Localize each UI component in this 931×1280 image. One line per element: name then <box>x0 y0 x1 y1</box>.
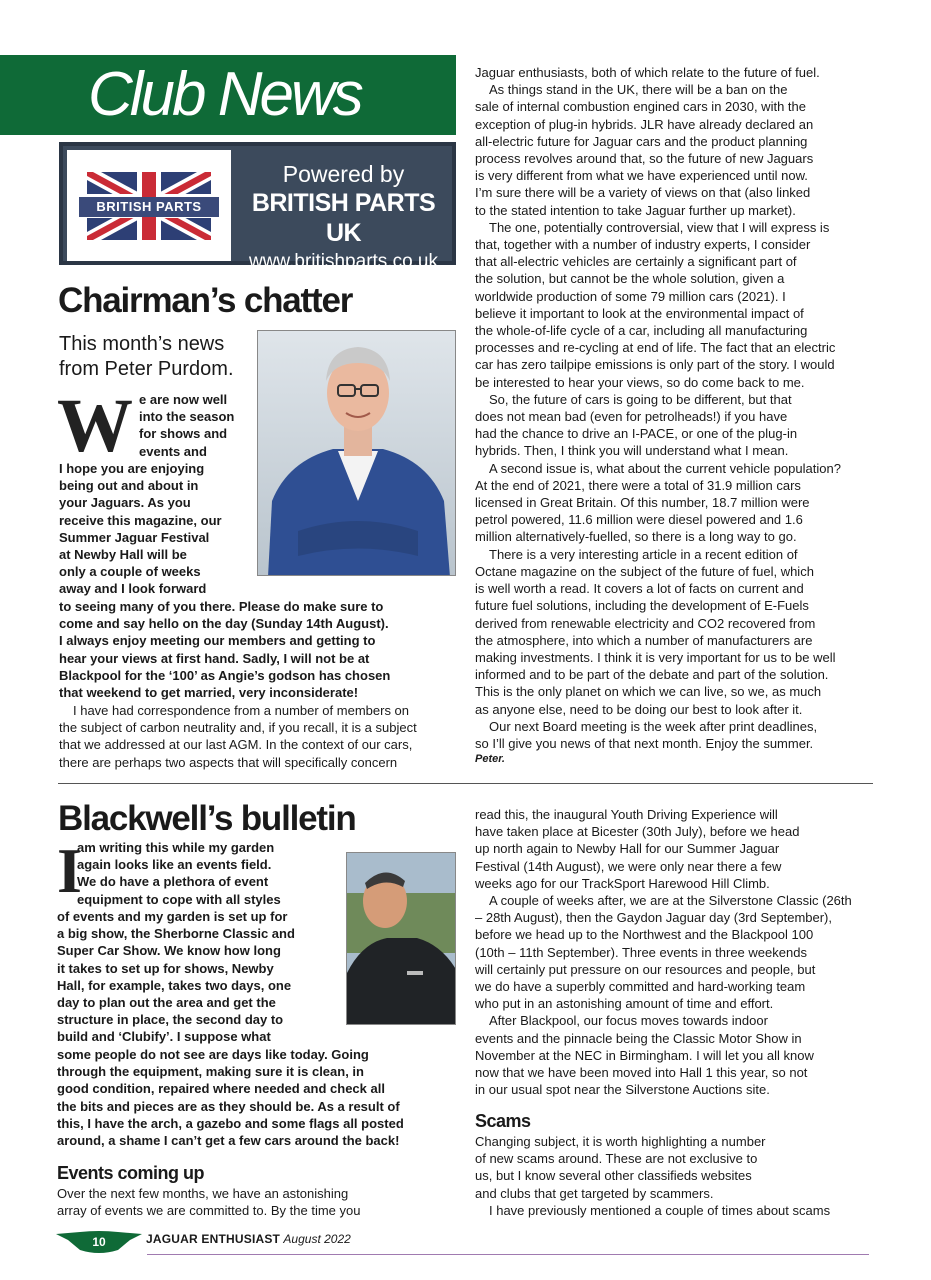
text-line: at Newby Hall will be <box>59 547 187 563</box>
portrait-image <box>258 331 456 576</box>
text-line: Festival (14th August), we were only near there a few <box>475 858 782 874</box>
blackwell-heading: Blackwell’s bulletin <box>58 799 356 838</box>
text-line: array of events we are committed to. By the time you <box>57 1203 361 1219</box>
text-line: some people do not see are days like today. Going <box>57 1047 369 1062</box>
text-line: as anyone else, need to be doing our best to look after it. <box>475 701 803 717</box>
text-line: I hope you are enjoying <box>59 461 205 476</box>
text-line: that, together with a number of industry experts, I consider <box>475 237 811 253</box>
text-line: the subject of carbon neutrality and, if you recall, it is a subject <box>59 720 417 736</box>
scams-body <box>475 1133 875 1219</box>
chairman-lead-wide <box>59 598 459 701</box>
text-line: come and say hello on the day (Sunday 14th August). <box>59 616 389 632</box>
text-line: So, the future of cars is going to be different, but that <box>489 391 792 407</box>
page-number: 10 <box>92 1235 106 1249</box>
text-line: again looks like an events field. <box>77 857 272 873</box>
scams-heading: Scams <box>475 1111 531 1131</box>
text-line: that weekend to get married, very inconsiderate! <box>59 685 359 701</box>
text-line: it takes to set up for shows, Newby <box>57 960 274 976</box>
club-news-banner <box>0 55 456 135</box>
text-line: in our usual spot near the Silverstone Auctions site. <box>475 1082 770 1098</box>
text-line: (10th – 11th September). Three events in three weekends <box>475 944 807 960</box>
sponsor-company: BRITISH PARTS UK <box>251 189 436 247</box>
text-line: into the season <box>139 409 235 425</box>
dropcap-w: W <box>57 384 133 468</box>
text-line: us, but I know several other classifieds websites <box>475 1168 752 1184</box>
blackwell-photo <box>346 852 456 1025</box>
text-line: petrol powered, 11.6 million were diesel powered and 1.6 <box>475 512 803 528</box>
text-line: After Blackpool, our focus moves towards indoor <box>489 1013 768 1029</box>
text-line: Our next Board meeting is the week after print deadlines, <box>489 718 818 734</box>
chairman-lead-narrow <box>59 460 255 598</box>
text-line: there are perhaps two aspects that will specifically concern <box>59 754 398 770</box>
logo-badge-text: BRITISH PARTS <box>79 197 219 217</box>
text-line: read this, the inaugural Youth Driving Experience will <box>475 807 778 822</box>
text-line: informed and to be part of the debate and part of the solution. <box>475 667 829 683</box>
text-line: of new scams around. These are not exclusive to <box>475 1151 758 1167</box>
text-line: that all-electric vehicles are certainly a significant part of <box>475 254 797 270</box>
text-line: is very different from what we have experienced until now. <box>475 168 808 184</box>
chairman-photo <box>257 330 456 576</box>
banner-title: Club News <box>88 60 361 129</box>
text-line: to seeing many of you there. Please do make sure to <box>59 599 384 614</box>
text-line: before we head up to the Northwest and the Blackpool 100 <box>475 927 814 943</box>
text-line: This is the only planet on which we can live, so we, as much <box>475 684 822 700</box>
text-line: the whole-of-life cycle of a car, including all manufacturing <box>475 323 808 339</box>
text-line: As things stand in the UK, there will be a ban on the <box>489 82 788 98</box>
text-line: car has zero tailpipe emissions is only part of the story. I would <box>475 357 835 373</box>
text-line: hybrids. Then, I think you will understand what I mean. <box>475 443 789 459</box>
text-line: receive this magazine, our <box>59 512 222 528</box>
signoff: Peter. <box>475 753 505 766</box>
text-line: of events and my garden is set up for <box>57 909 288 924</box>
text-line: Octane magazine on the subject of the future of fuel, which <box>475 563 814 579</box>
text-line: I’m sure there will be a variety of views on that (also linked <box>475 185 811 201</box>
text-line: the solution, but cannot be the whole solution, given a <box>475 271 785 287</box>
text-line: derived from renewable electricity and CO2 recovered from <box>475 615 816 631</box>
text-line: A couple of weeks after, we are at the Silverstone Classic (26th <box>489 893 852 909</box>
text-line: am writing this while my garden <box>77 840 275 855</box>
footer-caption <box>146 1231 351 1247</box>
text-line: A second issue is, what about the current vehicle population? <box>489 460 841 476</box>
text-line: events and the pinnacle being the Classic Motor Show in <box>475 1030 802 1046</box>
text-line: events and <box>139 443 207 459</box>
magazine-name: JAGUAR ENTHUSIAST <box>146 1232 281 1246</box>
events-heading: Events coming up <box>57 1163 205 1183</box>
chairman-heading: Chairman’s chatter <box>58 281 353 320</box>
text-line: hear your views at first hand. Sadly, I will not be at <box>59 650 370 666</box>
text-line: processes and re-cycling at end of life. The fact that an electric <box>475 340 836 356</box>
text-line: up north again to Newby Hall for our Summer Jaguar <box>475 841 780 857</box>
chairman-subtitle: This month’s news from Peter Purdom. <box>59 333 234 380</box>
text-line: future fuel solutions, including the development of E-Fuels <box>475 598 809 614</box>
text-line: exception of plug-in hybrids. JLR have already declared an <box>475 116 814 132</box>
chairman-body-left <box>59 702 459 771</box>
text-line: Super Car Show. We know how long <box>57 943 281 959</box>
text-line: around, a shame I can’t get a few cars around the back! <box>57 1133 400 1149</box>
sponsor-box[interactable] <box>59 142 456 272</box>
text-line: Changing subject, it is worth highlighting a number <box>475 1134 766 1149</box>
text-line: we do have a superbly committed and hard-working team <box>475 979 806 995</box>
blackwell-lead-opening <box>77 839 337 908</box>
text-line: I have previously mentioned a couple of times about scams <box>489 1202 831 1218</box>
sponsor-url[interactable]: www.britishparts.co.uk <box>248 251 438 272</box>
text-line: million alternatively-fuelled, so there is a long way to go. <box>475 529 797 545</box>
text-line: Hall, for example, takes two days, one <box>57 977 292 993</box>
section-divider <box>58 783 873 784</box>
text-line: so I’ll give you news of that next month. Enjoy the summer. <box>475 735 814 751</box>
text-line: for shows and <box>139 426 228 442</box>
text-line: to the stated intention to take Jaguar further up market). <box>475 202 796 218</box>
text-line: who put in an astonishing amount of time and effort. <box>475 996 774 1012</box>
text-line: is well worth a read. It covers a lot of facts on current and <box>475 581 804 597</box>
text-line: There is a very interesting article in a recent edition of <box>489 546 798 562</box>
text-line: I always enjoy meeting our members and getting to <box>59 633 376 649</box>
text-line: will certainly put pressure on our resources and people, but <box>475 961 816 977</box>
text-line: the atmosphere, into which a number of manufacturers are <box>475 632 813 648</box>
blackwell-lead-narrow <box>57 908 342 1046</box>
text-line: does not mean bad (even for petrolheads!) if you have <box>475 409 788 425</box>
blackwell-lead-wide <box>57 1046 462 1149</box>
text-line: through the equipment, making sure it is clean, in <box>57 1064 364 1080</box>
text-line: now that we have been moved into Hall 1 this year, so not <box>475 1065 808 1081</box>
powered-by: Powered by <box>282 161 405 187</box>
text-line: day to plan out the area and get the <box>57 995 276 1011</box>
text-line: Jaguar enthusiasts, both of which relate to the future of fuel. <box>475 65 820 80</box>
text-line: be interested to hear your views, so do come back to me. <box>475 374 805 390</box>
dropcap-i: I <box>57 835 82 906</box>
text-line: weeks ago for our TrackSport Harewood Hill Climb. <box>475 875 770 891</box>
events-body-right <box>475 806 875 1098</box>
text-line: process revolves around that, so the future of new Jaguars <box>475 151 814 167</box>
text-line: the bits and pieces are as they should be. As a result of <box>57 1098 400 1114</box>
chairman-lead-opening <box>139 391 257 460</box>
text-line: licensed in Great Britain. Of this number, 18.7 million were <box>475 495 810 511</box>
text-line: your Jaguars. As you <box>59 495 191 511</box>
text-line: away and I look forward <box>59 581 207 597</box>
text-line: a big show, the Sherborne Classic and <box>57 926 295 942</box>
portrait-image <box>347 853 456 1025</box>
text-line: sale of internal combustion engined cars in 2030, with the <box>475 99 806 115</box>
text-line: November at the NEC in Birmingham. I will let you all know <box>475 1047 814 1063</box>
text-line: worldwide production of some 79 million cars (2021). I <box>475 288 786 304</box>
text-line: structure in place, the second day to <box>57 1012 284 1028</box>
text-line: believe it important to look at the environmental impact of <box>475 305 804 321</box>
text-line: build and ‘Clubify’. I suppose what <box>57 1029 271 1045</box>
text-line: this, I have the arch, a gazebo and some flags all posted <box>57 1115 404 1131</box>
text-line: have taken place at Bicester (30th July), before we head <box>475 824 800 840</box>
text-line: Blackpool for the ‘100’ as Angie’s godson has chosen <box>59 667 391 683</box>
text-line: equipment to cope with all styles <box>77 891 281 907</box>
text-line: all-electric future for Jaguar cars and the product planning <box>475 133 808 149</box>
text-line: e are now well <box>139 392 228 407</box>
text-line: making investments. I think it is very important for us to be well <box>475 649 836 665</box>
chairman-body-right <box>475 64 875 766</box>
events-body-left <box>57 1185 457 1219</box>
text-line: At the end of 2021, there were a total of 31.9 million cars <box>475 477 801 493</box>
sponsor-text <box>235 160 452 276</box>
footer-rule <box>147 1254 869 1255</box>
text-line: only a couple of weeks <box>59 564 201 580</box>
text-line: Summer Jaguar Festival <box>59 529 210 545</box>
text-line: We do have a plethora of event <box>77 874 269 890</box>
text-line: being out and about in <box>59 478 199 494</box>
text-line: The one, potentially controversial, view that I will express is <box>489 219 830 235</box>
issue-date: August 2022 <box>283 1232 351 1246</box>
british-parts-logo <box>67 150 231 261</box>
text-line: had the chance to drive an I-PACE, or one of the plug-in <box>475 426 798 442</box>
text-line: and clubs that get targeted by scammers. <box>475 1185 714 1201</box>
text-line: that we addressed at our last AGM. In the context of our cars, <box>59 737 413 753</box>
text-line: – 28th August), then the Gaydon Jaguar day (3rd September), <box>475 910 832 926</box>
text-line: good condition, repaired where needed and check all <box>57 1081 385 1097</box>
text-line: Over the next few months, we have an astonishing <box>57 1186 349 1201</box>
text-line: I have had correspondence from a number of members on <box>73 703 410 718</box>
